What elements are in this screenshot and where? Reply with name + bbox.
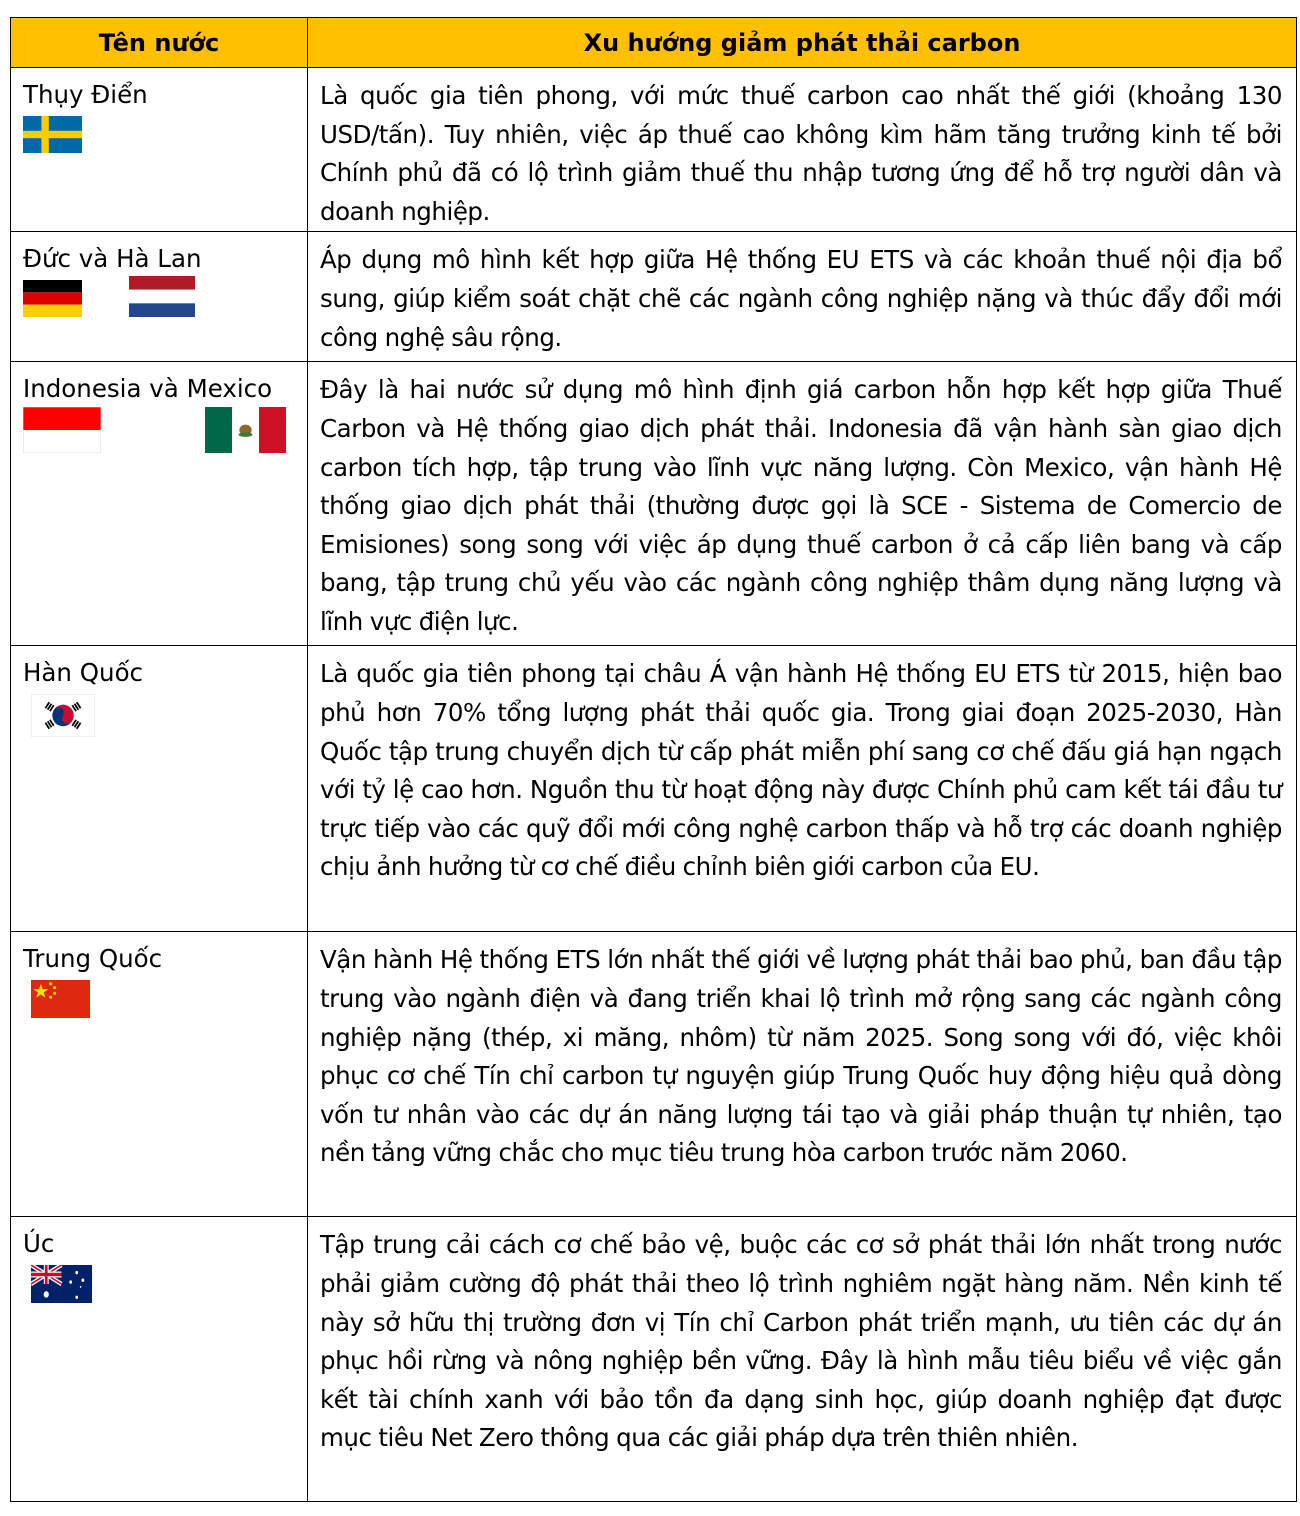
carbon-trends-table [10,17,1297,1502]
netherlands-flag-icon [129,276,195,317]
header-trend: Xu hướng giảm phát thải carbon [308,18,1297,68]
table-row [11,646,1297,932]
australia-flag-icon [31,1265,92,1303]
table-row [11,932,1297,1217]
country-cell [11,1217,308,1502]
mexico-flag-icon [205,407,286,453]
trend-cell: Vận hành Hệ thống ETS lớn nhất thế giới về lượng phát thải bao phủ, ban đầu tập trung vào ngành điện và đang triển khai lộ trình mở rộng sang các ngành công nghiệp nặng (thép, xi măng, nhôm) từ năm 2025. Song song với đó, việc khôi phục cơ chế Tín chỉ carbon tự nguyện giúp Trung Quốc huy động hiệu quả dòng vốn tư nhân vào các dự án năng lượng tái tạo và giải pháp thuận tự nhiên, tạo nền tảng vững chắc cho mục tiêu trung hòa carbon trước năm 2060. [308,932,1297,1217]
table-row [11,232,1297,362]
trend-cell: Tập trung cải cách cơ chế bảo vệ, buộc các cơ sở phát thải lớn nhất trong nước phải giảm cường độ phát thải theo lộ trình nghiêm ngặt hàng năm. Nền kinh tế này sở hữu thị trường đơn vị Tín chỉ Carbon phát triển mạnh, ưu tiên các dự án phục hồi rừng và nông nghiệp bền vững. Đây là hình mẫu tiêu biểu về việc gắn kết tài chính xanh với bảo tồn đa dạng sinh học, giúp doanh nghiệp đạt được mục tiêu Net Zero thông qua các giải pháp dựa trên thiên nhiên. [308,1217,1297,1502]
header-country: Tên nước [11,18,308,68]
sweden-flag-icon [23,116,82,153]
trend-cell: Là quốc gia tiên phong tại châu Á vận hành Hệ thống EU ETS từ 2015, hiện bao phủ hơn 70% tổng lượng phát thải quốc gia. Trong giai đoạn 2025-2030, Hàn Quốc tập trung chuyển dịch từ cấp phát miễn phí sang cơ chế đấu giá hạn ngạch với tỷ lệ cao hơn. Nguồn thu từ hoạt động này được Chính phủ cam kết tái đầu tư trực tiếp vào các quỹ đổi mới công nghệ carbon thấp và hỗ trợ các doanh nghiệp chịu ảnh hưởng từ cơ chế điều chỉnh biên giới carbon của EU. [308,646,1297,932]
table-row [11,362,1297,646]
country-cell [11,362,308,646]
country-name: Hàn Quốc [23,658,144,688]
country-cell [11,646,308,932]
table-header-row [11,18,1297,68]
indonesia-flag-icon [23,407,101,453]
country-cell [11,68,308,232]
table-row [11,1217,1297,1502]
country-name: Úc [23,1229,55,1259]
trend-cell: Áp dụng mô hình kết hợp giữa Hệ thống EU ETS và các khoản thuế nội địa bổ sung, giúp kiểm soát chặt chẽ các ngành công nghiệp nặng và thúc đẩy đổi mới công nghệ sâu rộng. [308,232,1297,362]
table-container [10,17,1296,1502]
country-name: Indonesia và Mexico [23,374,273,404]
trend-cell: Là quốc gia tiên phong, với mức thuế carbon cao nhất thế giới (khoảng 130 USD/tấn). Tuy nhiên, việc áp thuế cao không kìm hãm tăng trưởng kinh tế bởi Chính phủ đã có lộ trình giảm thuế thu nhập tương ứng để hỗ trợ người dân và doanh nghiệp. [308,68,1297,232]
country-name: Đức và Hà Lan [23,244,202,274]
country-name: Trung Quốc [23,944,163,974]
country-cell [11,932,308,1217]
trend-cell: Đây là hai nước sử dụng mô hình định giá carbon hỗn hợp kết hợp giữa Thuế Carbon và Hệ thống giao dịch phát thải. Indonesia đã vận hành sàn giao dịch carbon tích hợp, tập trung vào lĩnh vực năng lượng. Còn Mexico, vận hành Hệ thống giao dịch phát thải (thường được gọi là SCE - Sistema de Comercio de Emisiones) song song với việc áp dụng thuế carbon ở cả cấp liên bang và cấp bang, tập trung chủ yếu vào các ngành công nghiệp thâm dụng năng lượng và lĩnh vực điện lực. [308,362,1297,646]
south-korea-flag-icon [31,694,95,737]
country-cell [11,232,308,362]
germany-flag-icon [23,280,82,317]
country-name: Thụy Điển [23,80,148,109]
table-row [11,68,1297,232]
china-flag-icon [31,980,90,1018]
